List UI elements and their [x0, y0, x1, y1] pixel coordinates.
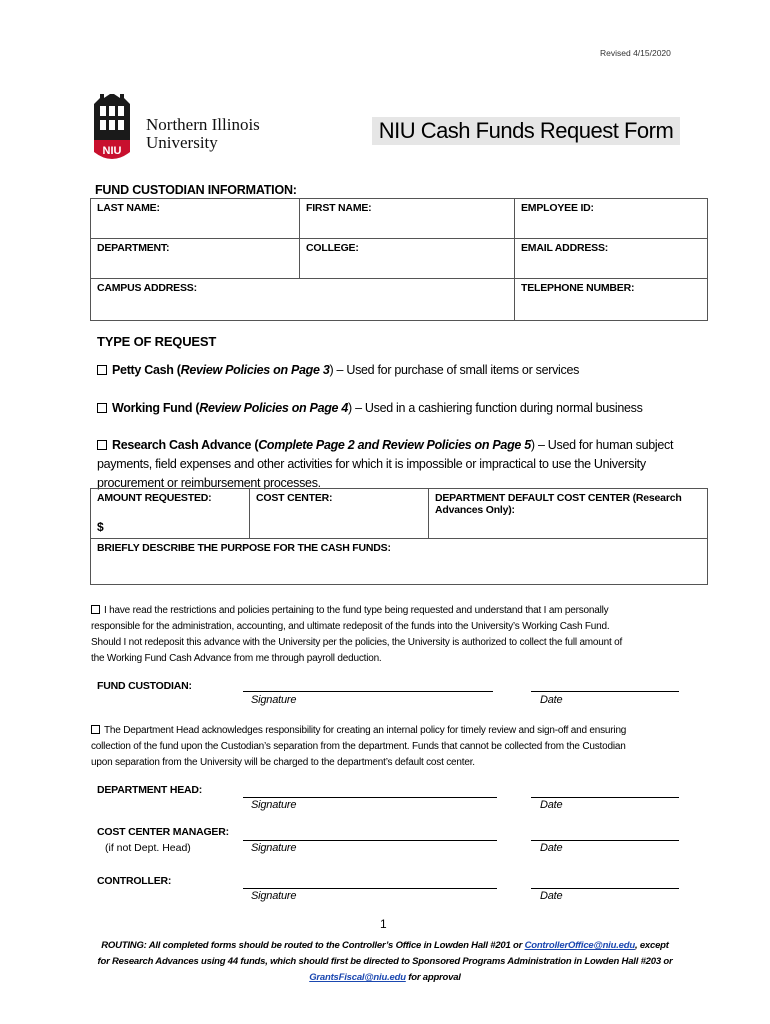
department-head-label: DEPARTMENT HEAD: — [97, 784, 203, 796]
controller-date-label: Date — [540, 890, 563, 902]
purpose-field[interactable]: BRIEFLY DESCRIBE THE PURPOSE FOR THE CASH FUNDS: — [91, 539, 708, 585]
controller-date-line[interactable] — [531, 888, 679, 889]
last-name-field[interactable]: LAST NAME: — [91, 199, 300, 239]
college-field[interactable]: COLLEGE: — [300, 239, 515, 279]
custodian-table — [90, 198, 708, 321]
petty-cash-option[interactable]: Petty Cash (Review Policies on Page 3) – Used for purchase of small items or services — [97, 361, 579, 380]
research-advance-checkbox[interactable] — [97, 440, 107, 450]
cost-center-manager-signature-line[interactable] — [243, 840, 497, 841]
working-fund-checkbox[interactable] — [97, 403, 107, 413]
controller-signature-label: Signature — [251, 890, 297, 902]
amount-requested-field[interactable]: AMOUNT REQUESTED: $ — [91, 489, 250, 539]
page-title: NIU Cash Funds Request Form — [372, 117, 680, 145]
cost-center-manager-date-label: Date — [540, 842, 563, 854]
dept-head-checkbox[interactable] — [91, 725, 100, 734]
department-field[interactable]: DEPARTMENT: — [91, 239, 300, 279]
employee-id-field[interactable]: EMPLOYEE ID: — [515, 199, 708, 239]
fund-custodian-signature-line[interactable] — [243, 691, 493, 692]
custodian-heading: FUND CUSTODIAN INFORMATION: — [95, 183, 297, 197]
cost-center-field[interactable]: COST CENTER: — [250, 489, 429, 539]
fund-custodian-date-line[interactable] — [531, 691, 679, 692]
controller-signature-line[interactable] — [243, 888, 497, 889]
email-field[interactable]: EMAIL ADDRESS: — [515, 239, 708, 279]
revised-date: Revised 4/15/2020 — [600, 48, 671, 58]
controller-email-link[interactable]: ControllerOffice@niu.edu — [524, 940, 635, 951]
amount-table — [90, 488, 708, 585]
custodian-acknowledgement: I have read the restrictions and policies pertaining to the fund type being requested and understand that I am personally responsible for the administration, accounting, and ultimate redeposit of the funds into the University’s Working Cash Fund. Should I not redeposit this advance with the University per the policies, the University is authorized to collect the full amount of the Working Fund Cash Advance from me through payroll deduction. — [91, 605, 623, 664]
niu-logo — [92, 94, 132, 169]
routing-note: ROUTING: All completed forms should be routed to the Controller’s Office in Lowden Hall #201 or ControllerOffice@niu.edu, except for Research Advances using 44 funds, which should first be directed to Sponsored Programs Administration in Lowden Hall #203 or GrantsFiscal@niu.edu for approval — [97, 940, 673, 983]
working-fund-option[interactable]: Working Fund (Review Policies on Page 4) – Used in a cashiering function during normal business — [97, 399, 643, 418]
default-cost-center-field[interactable]: DEPARTMENT DEFAULT COST CENTER (Research Advances Only): — [429, 489, 708, 539]
campus-address-field[interactable]: CAMPUS ADDRESS: — [91, 279, 515, 321]
controller-label: CONTROLLER: — [97, 875, 172, 887]
fund-custodian-signature-label: Signature — [251, 694, 297, 706]
fund-custodian-date-label: Date — [540, 694, 563, 706]
department-head-date-line[interactable] — [531, 797, 679, 798]
first-name-field[interactable]: FIRST NAME: — [300, 199, 515, 239]
grants-email-link[interactable]: GrantsFiscal@niu.edu — [309, 972, 406, 983]
svg-text:NIU: NIU — [102, 145, 122, 157]
university-name — [146, 116, 260, 152]
dept-head-acknowledgement: The Department Head acknowledges responsibility for creating an internal policy for timely review and sign-off and ensuring collection of the fund upon the Custodian’s separation from the department. Funds that cannot be collected from the Custodian upon separation from the University will be charged to the department’s default cost center. — [91, 725, 627, 768]
page-number: 1 — [380, 917, 387, 931]
department-head-signature-line[interactable] — [243, 797, 497, 798]
cost-center-manager-date-line[interactable] — [531, 840, 679, 841]
cost-center-manager-note: (if not Dept. Head) — [105, 842, 191, 854]
research-advance-option[interactable]: Research Cash Advance (Complete Page 2 and Review Policies on Page 5) – Used for human subject payments, field expenses and other activities for which it is impossible or impractical to use the University procurement or reimbursement processes. — [97, 438, 674, 490]
dollar-sign: $ — [97, 520, 104, 534]
logo-line2: University — [146, 133, 218, 152]
niu-castle-icon — [92, 94, 132, 164]
department-head-date-label: Date — [540, 799, 563, 811]
request-heading: TYPE OF REQUEST — [97, 334, 217, 349]
acknowledge-checkbox[interactable] — [91, 605, 100, 614]
department-head-signature-label: Signature — [251, 799, 297, 811]
cost-center-manager-signature-label: Signature — [251, 842, 297, 854]
logo-line1: Northern Illinois — [146, 115, 260, 134]
telephone-field[interactable]: TELEPHONE NUMBER: — [515, 279, 708, 321]
fund-custodian-label: FUND CUSTODIAN: — [97, 680, 192, 692]
cost-center-manager-label: COST CENTER MANAGER: — [97, 826, 229, 838]
petty-cash-checkbox[interactable] — [97, 365, 107, 375]
